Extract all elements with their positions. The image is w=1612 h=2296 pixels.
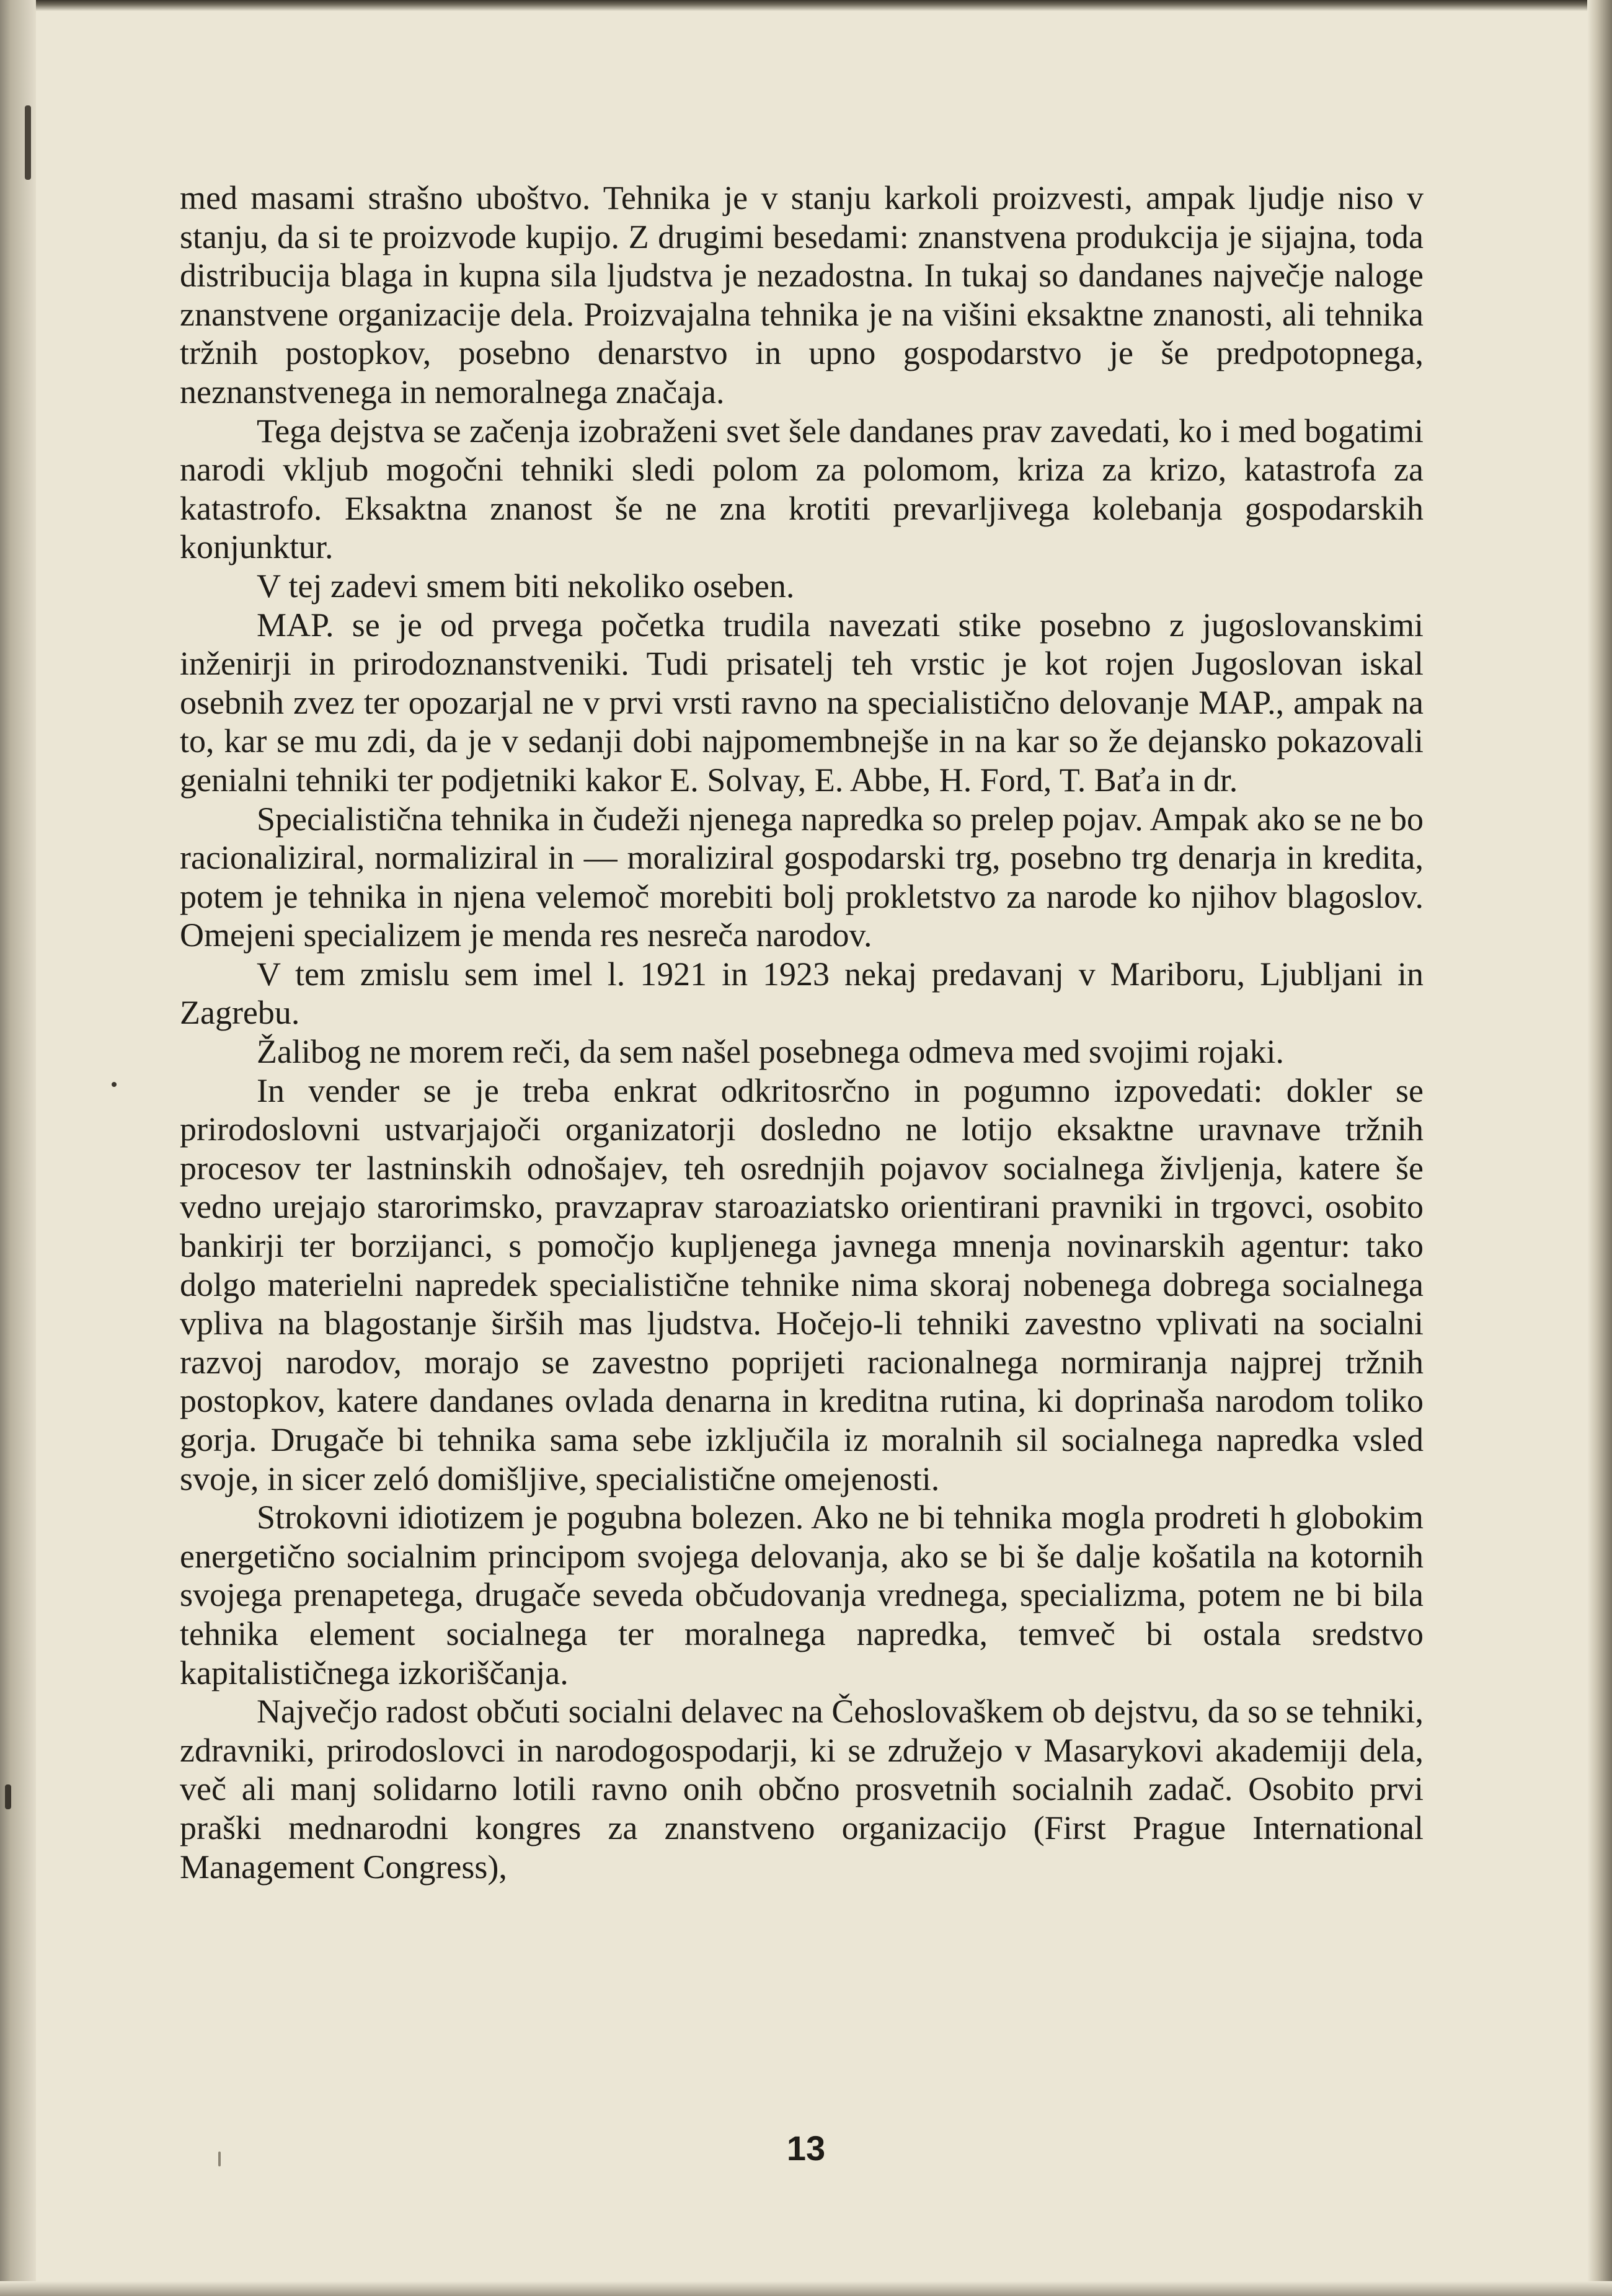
- paragraph: Strokovni idiotizem je pogubna bolezen. Ako ne bi tehnika mogla prodreti h globokim energetično socialnim principom svojega delovanja, ako se bi še dalje košatila na kotornih svojega prenapetega, drugače seveda občudovanja vrednega, specializma, potem ne bi bila tehnika element socialnega ter moralnega napredka, temveč bi ostala sredstvo kapitalističnega izkoriščanja.: [180, 1499, 1424, 1691]
- paper-speck: [5, 1784, 11, 1809]
- page-number: 13: [786, 2129, 826, 2168]
- binding-mark: [25, 105, 31, 180]
- body-text: [180, 179, 1424, 1886]
- paragraph: V tem zmislu sem imel l. 1921 in 1923 nekaj predavanj v Mariboru, Ljubljani in Zagrebu.: [180, 955, 1424, 1032]
- page-left-edge: [0, 0, 36, 2296]
- page-right-edge: [1587, 0, 1612, 2296]
- paragraph: V tej zadevi smem biti nekoliko oseben.: [257, 567, 795, 605]
- paper-speck: [112, 1082, 117, 1087]
- paragraph: Žalibog ne morem reči, da sem našel posebnega odmeva med svojimi rojaki.: [257, 1033, 1285, 1071]
- paragraph: Specialistična tehnika in čudeži njenega napredka so prelep pojav. Ampak ako se ne bo racionaliziral, normaliziral in — moraliziral gospodarski trg, posebno trg denarja in kredita, potem je tehnika in njena velemoč morebiti bolj prokletstvo za narode ko njihov blagoslov. Omejeni specializem je menda res nesreča narodov.: [180, 800, 1424, 954]
- page-bottom-edge: [0, 2281, 1612, 2296]
- paragraph: Največjo radost občuti socialni delavec na Čehoslovaškem ob dejstvu, da so se tehniki, zdravniki, prirodoslovci in narodogospodarji, ki se združejo v Masarykovi akademiji dela, več ali manj solidarno lotili ravno onih občno prosvetnih socialnih zadač. Osobito prvi praški mednarodni kongres za znanstveno organizacijo (First Prague International Management Congress),: [180, 1693, 1424, 1886]
- paragraph: MAP. se je od prvega početka trudila navezati stike posebno z jugoslovanskimi inženirji in prirodoznanstveniki. Tudi prisatelj teh vrstic je kot rojen Jugoslovan iskal osebnih zvez ter opozarjal ne v prvi vrsti ravno na specialistično delovanje MAP., ampak na to, kar se mu zdi, da je v sedanji dobi najpomembnejše in na kar so že dejansko pokazovali genialni tehniki ter podjetniki kakor E. Solvay, E. Abbe, H. Ford, T. Baťa in dr.: [180, 606, 1424, 799]
- paragraph: med masami strašno uboštvo. Tehnika je v stanju karkoli proizvesti, ampak ljudje niso v stanju, da si te proizvode kupijo. Z drugimi besedami: znanstvena produkcija je sijajna, toda distribucija blaga in kupna sila ljudstva je nezadostna. In tukaj so dandanes največje naloge znanstvene organizacije dela. Proizvajalna tehnika je na višini eksaktne znanosti, ali tehnika tržnih postopkov, posebno denarstvo in upno gospodarstvo je še predpotopnega, neznanstvenega in nemoralnega značaja.: [180, 179, 1424, 410]
- paragraph: In vender se je treba enkrat odkritosrčno in pogumno izpovedati: dokler se prirodoslovni ustvarjajoči organizatorji dosledno ne lotijo eksaktne uravnave tržnih procesov ter lastninskih odnošajev, teh osrednjih pojavov socialnega življenja, katere še vedno urejajo starorimsko, pravzaprav staroaziatsko orientirani pravniki in trgovci, osobito bankirji ter borzijanci, s pomočjo kupljenega javnega mnenja novinarskih agentur: tako dolgo materielni napredek specialistične tehnike nima skoraj nobenega dobrega socialnega vpliva na blagostanje širših mas ljudstva. Hočejo-li tehniki zavestno vplivati na socialni razvoj narodov, morajo se zavestno poprijeti racionalnega normiranja najprej tržnih postopkov, katere dandanes ovlada denarna in kreditna rutina, ki doprinaša narodom toliko gorja. Drugače bi tehnika sama sebe izključila iz moralnih sil socialnega napredka vsled svoje, in sicer zeló domišljive, specialistične omejenosti.: [180, 1071, 1424, 1497]
- page-top-edge: [0, 0, 1612, 11]
- paragraph: Tega dejstva se začenja izobraženi svet šele dandanes prav zavedati, ko i med bogatimi narodi vkljub mogočni tehniki sledi polom za polomom, kriza za krizo, katastrofa za katastrofo. Eksaktna znanost še ne zna krotiti prevarljivega kolebanja gospodarskih konjunktur.: [180, 412, 1424, 566]
